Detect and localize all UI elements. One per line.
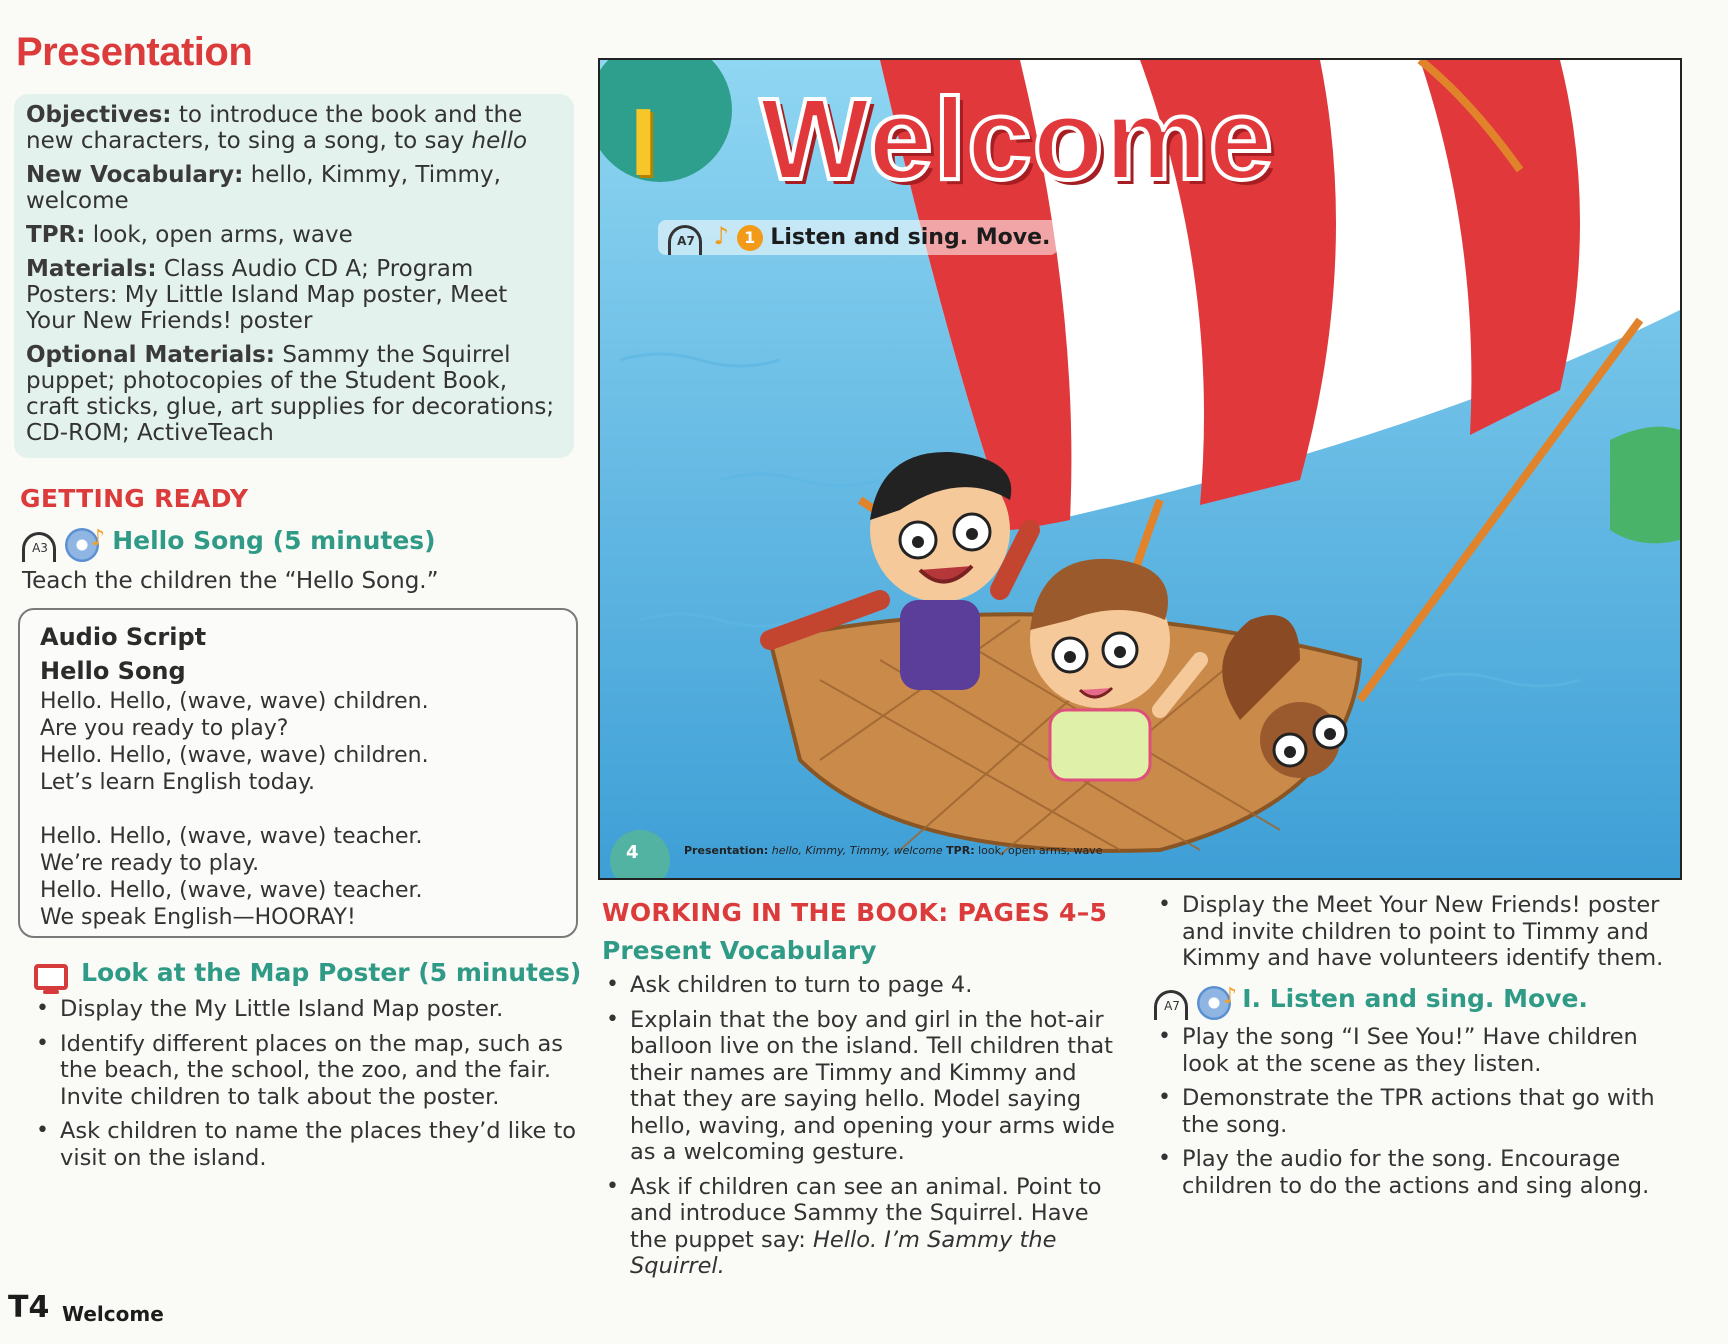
presentation-title: Presentation — [16, 30, 253, 74]
list-item: • Ask children to name the places they’d like to visit on the island. — [30, 1118, 578, 1171]
list-item: • Explain that the boy and girl in the hot-air balloon live on the island. Tell children that their names are Timmy and Kimmy and that they are saying hello. Model saying hello, waving, and opening your arms wide as a welcoming gesture. — [600, 1007, 1120, 1166]
hello-song-text: Teach the children the “Hello Song.” — [22, 568, 439, 594]
list-item: • Ask children to turn to page 4. — [600, 972, 1120, 999]
audio-script-title: Audio Script — [40, 623, 207, 651]
script-line: Hello. Hello, (wave, wave) children. — [40, 689, 429, 714]
right-list-top — [1152, 892, 1672, 980]
vocabulary-field: New Vocabulary: hello, Kimmy, Timmy, welcome — [26, 162, 501, 214]
objectives-field: Objectives: to introduce the book and the new characters, to sing a song, to say hello — [26, 102, 528, 154]
welcome-illustration — [598, 58, 1682, 880]
script-line: Hello. Hello, (wave, wave) teacher. — [40, 824, 423, 849]
listen-sing-heading: A7 ♪ I. Listen and sing. Move. — [1152, 984, 1588, 1020]
illustration-footer: Presentation: hello, Kimmy, Timmy, welcome TPR: look, open arms, wave — [684, 844, 1103, 857]
cd-icon: ♪ — [1197, 986, 1231, 1020]
activity-number: 1 — [737, 225, 763, 251]
working-in-book-heading: WORKING IN THE BOOK: PAGES 4–5 — [602, 898, 1108, 927]
map-poster-list — [30, 996, 578, 1179]
headphones-icon: A7 — [1152, 988, 1192, 1018]
welcome-title: Welcome — [760, 74, 1275, 204]
poster-icon — [34, 964, 68, 990]
script-line: Are you ready to play? — [40, 716, 289, 741]
cd-icon: ♪ — [65, 528, 99, 562]
unit-label: Welcome — [62, 1302, 164, 1326]
objectives-box — [14, 94, 574, 458]
working-list — [600, 972, 1120, 1288]
map-poster-heading: Look at the Map Poster (5 minutes) — [34, 958, 581, 990]
list-item: • Ask if children can see an animal. Point to and introduce Sammy the Squirrel. Have the puppet say: Hello. I’m Sammy the Squirrel. — [600, 1174, 1120, 1280]
list-item: • Demonstrate the TPR actions that go with the song. — [1152, 1085, 1672, 1138]
script-line: Let’s learn English today. — [40, 770, 316, 795]
page-label: T4 — [8, 1290, 50, 1325]
right-list — [1152, 1024, 1672, 1207]
headphones-icon: A3 — [20, 530, 60, 560]
script-line: We’re ready to play. — [40, 851, 260, 876]
present-vocabulary-heading: Present Vocabulary — [602, 936, 877, 965]
script-line: Hello. Hello, (wave, wave) teacher. — [40, 878, 423, 903]
getting-ready-heading: GETTING READY — [20, 484, 249, 513]
activity-label: A7 ♪ 1 Listen and sing. Move. — [658, 220, 1058, 255]
list-item: • Play the song “I See You!” Have children look at the scene as they listen. — [1152, 1024, 1672, 1077]
list-item: • Display the Meet Your New Friends! poster and invite children to point to Timmy and Kimmy and have volunteers identify them. — [1152, 892, 1672, 972]
materials-field: Materials: Class Audio CD A; Program Posters: My Little Island Map poster, Meet Your New Friends! poster — [26, 256, 508, 334]
script-line: Hello. Hello, (wave, wave) children. — [40, 743, 429, 768]
unit-number: I — [630, 89, 657, 196]
list-item: • Display the My Little Island Map poster. — [30, 996, 578, 1023]
hello-song-heading: A3 ♪ Hello Song (5 minutes) — [20, 526, 436, 562]
script-line: We speak English—HOORAY! — [40, 905, 356, 930]
audio-script-song-title: Hello Song — [40, 657, 186, 685]
music-note-icon: ♪ — [713, 222, 729, 250]
audio-script-box — [18, 608, 578, 938]
list-item: • Play the audio for the song. Encourage children to do the actions and sing along. — [1152, 1146, 1672, 1199]
page-number: 4 — [610, 830, 670, 880]
optional-materials-field: Optional Materials: Sammy the Squirrel puppet; photocopies of the Student Book, craft sticks, glue, art supplies for decorations; CD-ROM; ActiveTeach — [26, 342, 555, 446]
headphones-icon: A7 — [666, 223, 706, 253]
tpr-field: TPR: look, open arms, wave — [26, 222, 353, 248]
list-item: • Identify different places on the map, such as the beach, the school, the zoo, and the fair. Invite children to talk about the poster. — [30, 1031, 578, 1111]
